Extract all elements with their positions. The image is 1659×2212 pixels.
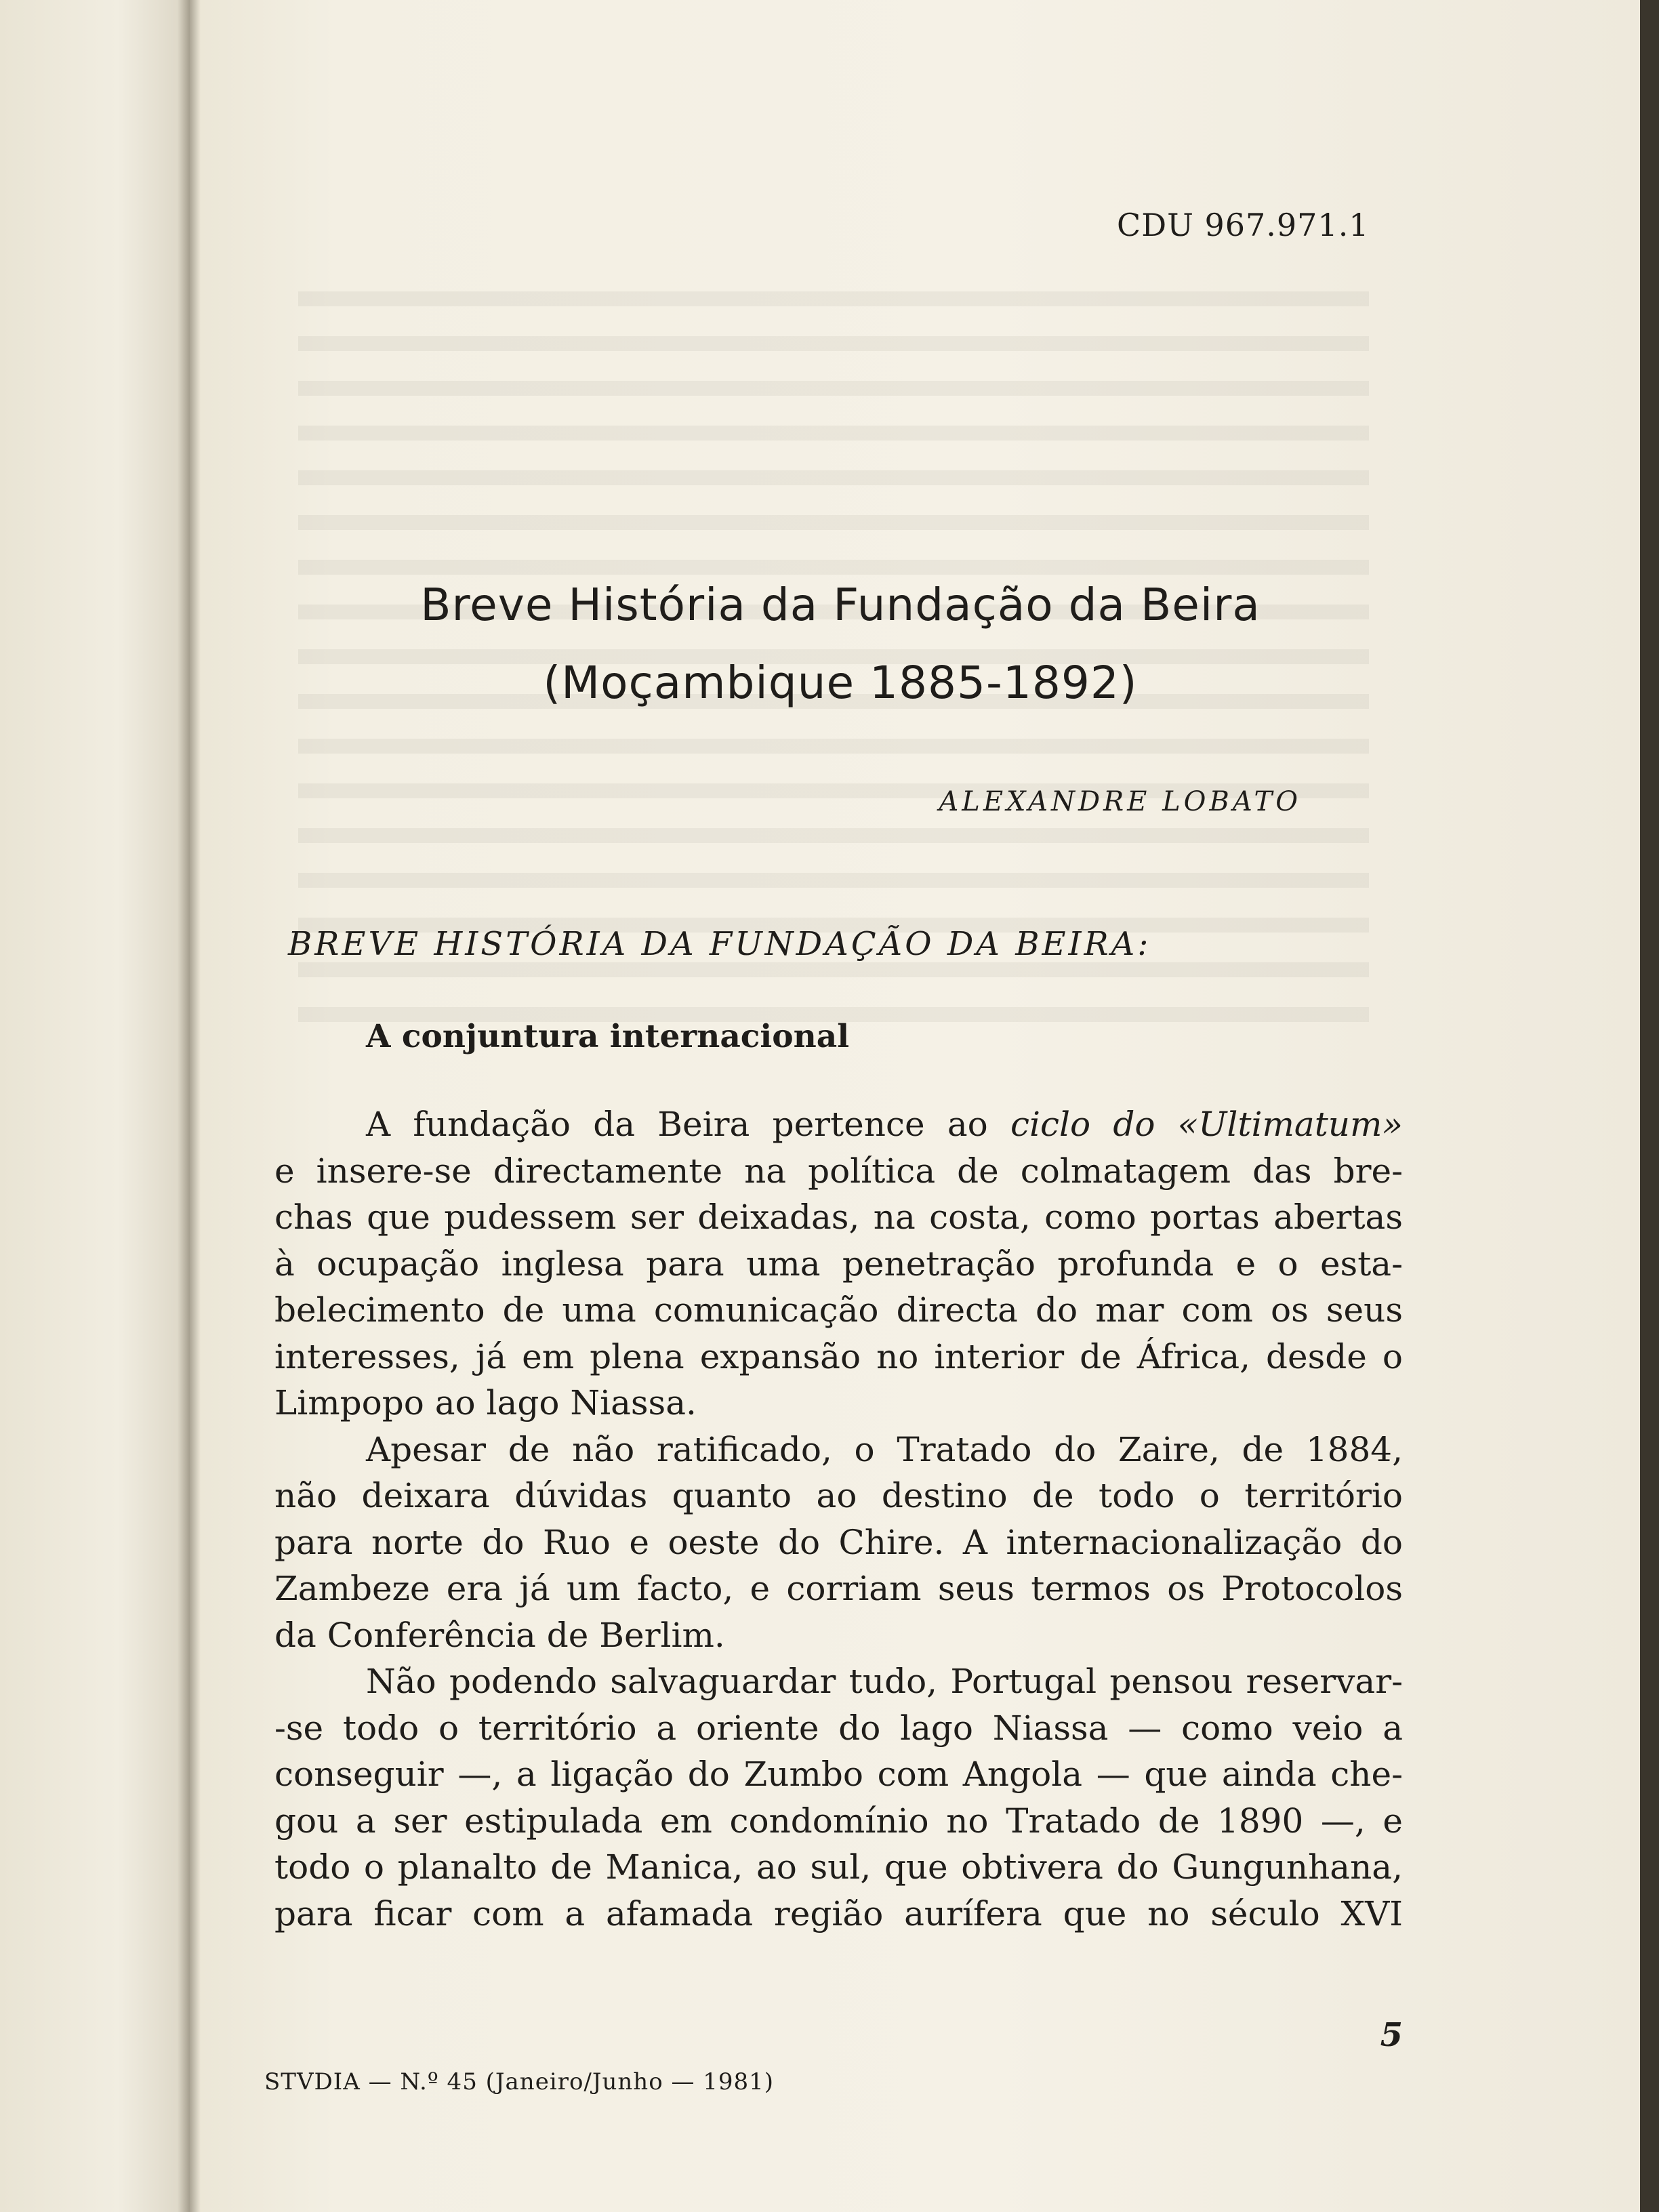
paragraph-line: chas que pudessem ser deixadas, na costa, como portas abertas [274,1197,1403,1237]
paragraph-1 [274,1101,1403,1427]
italic-phrase: ciclo do «Ultimatum» [1010,1105,1404,1144]
paragraph-line: conseguir —, a ligação do Zumbo com Angola — que ainda che- [274,1755,1403,1794]
paragraph-2 [274,1427,1403,1659]
facing-page [0,0,197,2212]
classification-code: CDU 967.971.1 [1117,207,1370,243]
paragraph-line: para norte do Ruo e oeste do Chire. A internacionalização do [274,1522,1403,1562]
paragraph-line: gou a ser estipulada em condomínio no Tratado de 1890 —, e [274,1801,1403,1841]
paragraph-line: -se todo o território a oriente do lago Niassa — como veio a [274,1708,1403,1748]
paragraph-line: Zambeze era já um facto, e corriam seus termos os Protocolos [274,1569,1403,1608]
book-spine-shadow [178,0,201,2212]
paragraph-line: belecimento de uma comunicação directa do mar com os seus [274,1290,1403,1330]
paragraph-line: todo o planalto de Manica, ao sul, que obtivera do Gungunhana, [274,1847,1403,1887]
paragraph-line: interesses, já em plena expansão no interior de África, desde o [274,1336,1403,1376]
paragraph-line: à ocupação inglesa para uma penetração profunda e o esta- [274,1244,1403,1284]
journal-footer: STVDIA — N.º 45 (Janeiro/Junho — 1981) [264,2068,775,2095]
paragraph-line: Não podendo salvaguardar tudo, Portugal pensou reservar- [366,1662,1403,1701]
paragraph-line: da Conferência de Berlim. [274,1615,725,1655]
paragraph-line [274,1101,1403,1148]
article-title [339,566,1342,722]
body-text [274,1101,1403,1937]
line-text: A fundação da Beira pertence ao [366,1105,1010,1144]
paragraph-3 [274,1658,1403,1937]
title-line-2: (Moçambique 1885-1892) [543,657,1138,709]
title-line-1: Breve História da Fundação da Beira [420,579,1261,631]
author-name: ALEXANDRE LOBATO [939,786,1301,817]
section-heading: BREVE HISTÓRIA DA FUNDAÇÃO DA BEIRA: [288,925,1151,963]
paragraph-line: para ficar com a afamada região aurífera que no século XVI [274,1893,1403,1933]
subsection-heading: A conjuntura internacional [366,1018,850,1055]
paragraph-line: Limpopo ao lago Niassa. [274,1383,697,1422]
paragraph-line: e insere-se directamente na política de colmatagem das bre- [274,1151,1403,1191]
page-number: 5 [1380,2016,1403,2054]
paragraph-line: Apesar de não ratificado, o Tratado do Zaire, de 1884, [366,1429,1403,1469]
paragraph-line: não deixara dúvidas quanto ao destino de todo o território [274,1476,1403,1515]
